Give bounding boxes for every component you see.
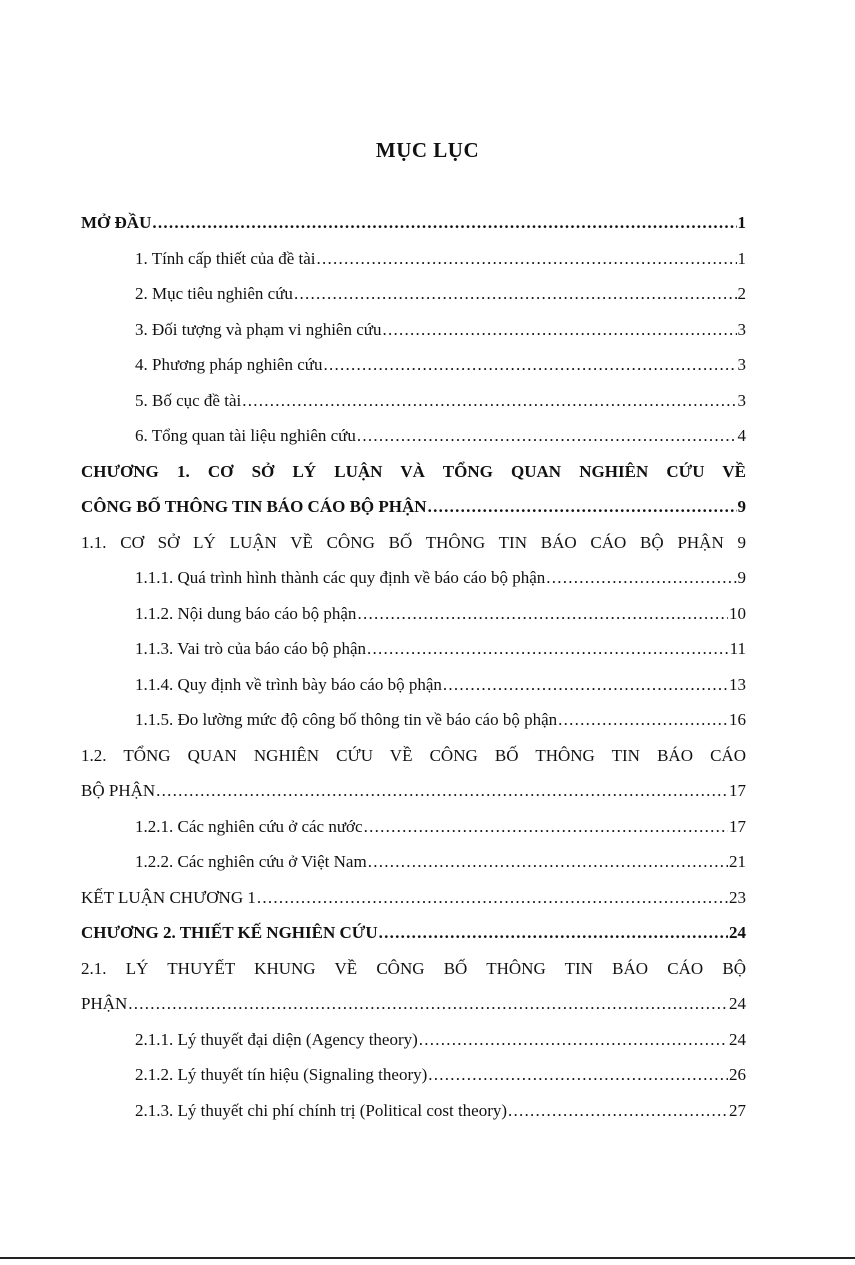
toc-entry-label: 1.1.2. Nội dung báo cáo bộ phận — [135, 603, 357, 623]
dot-leader — [379, 915, 728, 951]
toc-entry-page: 17 — [729, 816, 746, 836]
toc-entry-label: BỘ PHẬN — [81, 781, 156, 800]
toc-entry[interactable] — [81, 347, 746, 383]
toc-entry-label: CÔNG BỐ THÔNG TIN BÁO CÁO BỘ PHẬN — [81, 497, 427, 516]
dot-leader — [508, 1093, 728, 1129]
toc-entry[interactable] — [81, 560, 746, 596]
dot-leader — [156, 773, 728, 809]
dot-leader — [357, 596, 728, 632]
toc-entry-label: 1. Tính cấp thiết của đề tài — [135, 248, 316, 268]
toc-entry-page: 24 — [729, 1029, 746, 1049]
dot-leader — [558, 702, 728, 738]
dot-leader — [257, 880, 728, 916]
toc-section-1-1[interactable]: 1.1. CƠ SỞ LÝ LUẬN VỀ CÔNG BỐ THÔNG TIN BÁO CÁO BỘ PHẬN 9 — [81, 532, 746, 552]
dot-leader — [128, 986, 728, 1022]
toc-entry-label: 2.1.2. Lý thuyết tín hiệu (Signaling theory) — [135, 1065, 428, 1084]
dot-leader — [428, 489, 737, 525]
dot-leader — [316, 241, 736, 277]
toc-entry-label: 5. Bố cục đề tài — [135, 390, 242, 410]
toc-entry-page: 9 — [737, 568, 746, 587]
toc-entry-page: 24 — [729, 994, 746, 1013]
toc-section-1-2-heading[interactable]: 1.2. TỔNG QUAN NGHIÊN CỨU VỀ CÔNG BỐ THÔNG TIN BÁO CÁO — [81, 745, 746, 765]
toc-entry-section-1-2[interactable] — [81, 773, 746, 809]
toc-entry-page: 21 — [729, 852, 746, 871]
toc-chapter-1-heading[interactable]: CHƯƠNG 1. CƠ SỞ LÝ LUẬN VÀ TỔNG QUAN NGHIÊN CỨU VỀ — [81, 461, 746, 481]
dot-leader — [364, 809, 728, 845]
toc-entry-page: 4 — [737, 426, 746, 445]
dot-leader — [443, 667, 728, 703]
toc-entry-page: 17 — [729, 781, 746, 800]
toc-entry-label: CHƯƠNG 2. THIẾT KẾ NGHIÊN CỨU — [81, 923, 378, 942]
toc-entry-page: 2 — [737, 284, 746, 303]
page-title: MỤC LỤC — [375, 138, 480, 162]
toc-entry-page: 3 — [737, 355, 746, 374]
dot-leader — [242, 383, 736, 419]
dot-leader — [367, 631, 729, 667]
toc-entry[interactable] — [81, 1022, 746, 1058]
toc-entry-label: 6. Tổng quan tài liệu nghiên cứu — [135, 426, 356, 445]
toc-entry-page: 3 — [737, 319, 746, 339]
toc-entry-label: 1.1.1. Quá trình hình thành các quy định về báo cáo bộ phận — [135, 568, 546, 587]
toc-entry-page: 9 — [737, 497, 746, 516]
toc-entry[interactable] — [81, 702, 746, 738]
toc-entry-label: 2.1.1. Lý thuyết đại diện (Agency theory) — [135, 1029, 418, 1049]
toc-entry-label: 1.1.3. Vai trò của báo cáo bộ phận — [135, 639, 367, 658]
toc-entry-label: KẾT LUẬN CHƯƠNG 1 — [81, 887, 256, 907]
toc-entry-page: 11 — [729, 639, 746, 658]
toc-section-2-1-heading[interactable]: 2.1. LÝ THUYẾT KHUNG VỀ CÔNG BỐ THÔNG TIN BÁO CÁO BỘ — [81, 958, 746, 978]
toc-entry-page: 27 — [729, 1100, 746, 1120]
toc-entry-section-2-1[interactable] — [81, 986, 746, 1022]
toc-entry[interactable] — [81, 383, 746, 419]
page-bottom-rule — [0, 1257, 855, 1259]
toc-entry-label: 2.1.3. Lý thuyết chi phí chính trị (Political cost theory) — [135, 1100, 508, 1120]
toc-entry-page: 16 — [729, 710, 746, 729]
toc-entry-label: 1.2.1. Các nghiên cứu ở các nước — [135, 816, 363, 836]
dot-leader — [368, 844, 728, 880]
dot-leader — [419, 1022, 728, 1058]
toc-entry[interactable] — [81, 312, 746, 348]
dot-leader — [428, 1057, 728, 1093]
toc-entry-mo-dau[interactable] — [81, 205, 746, 241]
dot-leader — [294, 276, 737, 312]
toc-entry-label: MỞ ĐẦU — [81, 213, 152, 232]
toc-entry-label: 1.1.5. Đo lường mức độ công bố thông tin về báo cáo bộ phận — [135, 710, 558, 729]
toc-entry[interactable] — [81, 418, 746, 454]
toc-entry-label: PHẬN — [81, 994, 128, 1013]
toc-entry-label: 3. Đối tượng và phạm vi nghiên cứu — [135, 319, 382, 339]
dot-leader — [383, 312, 737, 348]
dot-leader — [323, 347, 736, 383]
dot-leader — [546, 560, 736, 596]
toc-entry-label: 1.1.4. Quy định về trình bày báo cáo bộ phận — [135, 674, 442, 694]
toc-entry[interactable] — [81, 596, 746, 632]
dot-leader — [357, 418, 737, 454]
toc-entry-chapter-2[interactable] — [81, 915, 746, 951]
toc-entry-page: 1 — [737, 248, 746, 268]
toc-entry-page: 10 — [729, 603, 746, 623]
toc-entry[interactable] — [81, 809, 746, 845]
toc-entry[interactable] — [81, 1093, 746, 1129]
toc-entry-label: 2. Mục tiêu nghiên cứu — [135, 284, 293, 303]
toc-entry-page: 26 — [729, 1065, 746, 1084]
toc-entry[interactable] — [81, 631, 746, 667]
toc-entry[interactable] — [81, 241, 746, 277]
toc-entry-page: 1 — [737, 213, 746, 232]
table-of-contents — [81, 205, 746, 1128]
toc-entry-chapter-1[interactable] — [81, 489, 746, 525]
dot-leader — [152, 205, 736, 241]
toc-entry[interactable] — [81, 667, 746, 703]
toc-entry-page: 23 — [729, 887, 746, 907]
toc-entry[interactable] — [81, 276, 746, 312]
toc-entry-label: 1.2.2. Các nghiên cứu ở Việt Nam — [135, 852, 367, 871]
toc-entry-conclusion-1[interactable] — [81, 880, 746, 916]
toc-entry-page: 13 — [729, 674, 746, 694]
toc-entry[interactable] — [81, 1057, 746, 1093]
toc-entry-label: 4. Phương pháp nghiên cứu — [135, 355, 323, 374]
toc-entry[interactable] — [81, 844, 746, 880]
toc-entry-page: 24 — [729, 923, 746, 942]
toc-entry-page: 3 — [737, 390, 746, 410]
